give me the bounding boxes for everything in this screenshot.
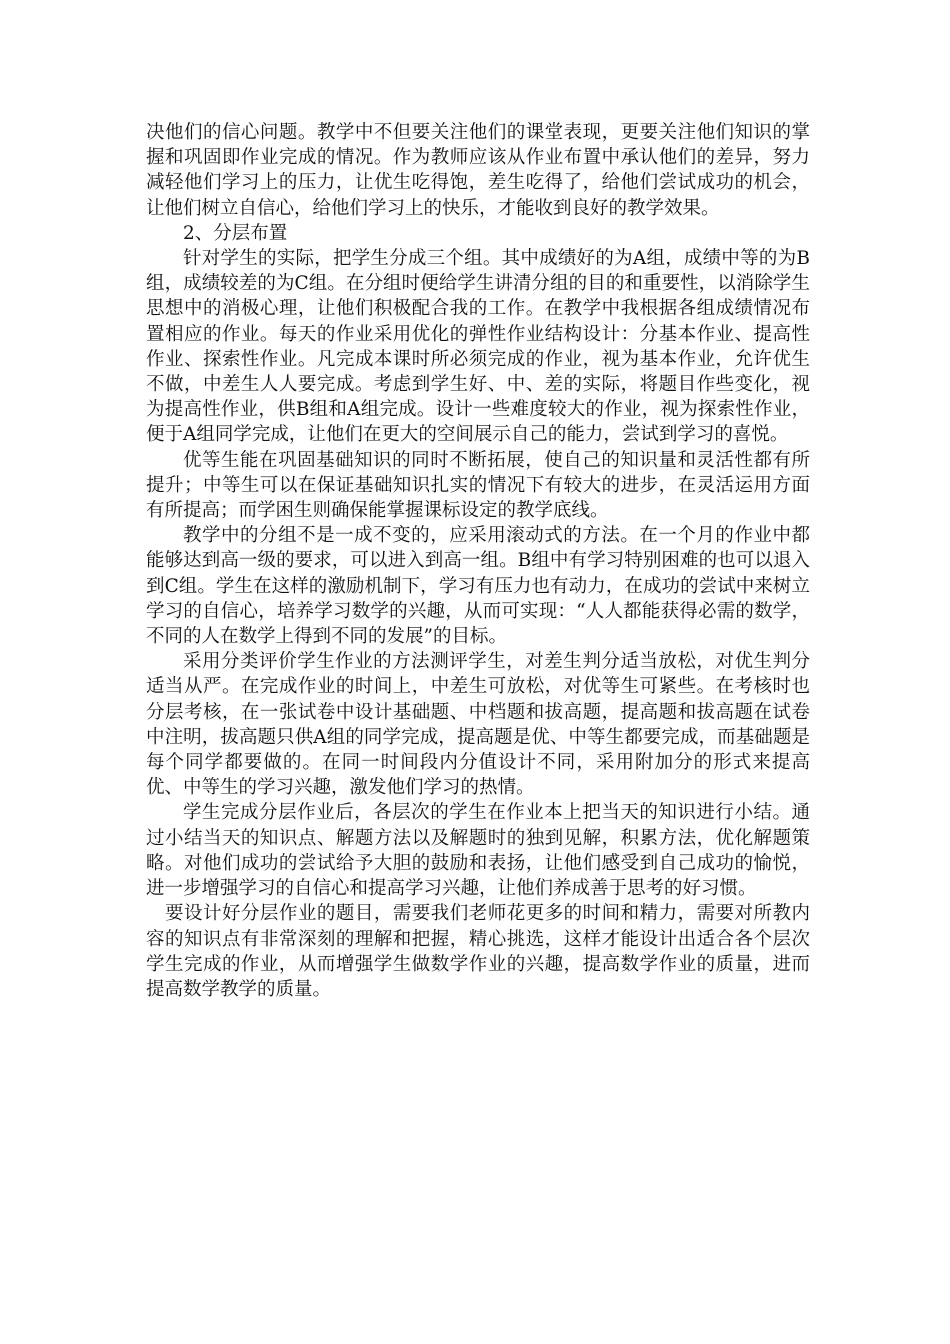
document-page [146,120,810,1002]
paragraph-grouping: 针对学生的实际，把学生分成三个组。其中成绩好的为A组，成绩中等的为B组，成绩较差的为C组。在分组时便给学生讲清分组的目的和重要性，以消除学生思想中的消极心理，让他们积极配合我的工作。在教学中我根据各组成绩情况布置相应的作业。每天的作业采用优化的弹性作业结构设计：分基本作业、提高性作业、探索性作业。凡完成本课时所必须完成的作业，视为基本作业，允许优生不做，中差生人人要完成。考虑到学生好、中、差的实际，将题目作些变化，视为提高性作业，供B组和A组完成。设计一些难度较大的作业，视为探索性作业，便于A组同学完成，让他们在更大的空间展示自己的能力，尝试到学习的喜悦。 [146,248,810,446]
section-heading: 2、分层布置 [183,222,288,244]
paragraph-summary: 学生完成分层作业后，各层次的学生在作业本上把当天的知识进行小结。通过小结当天的知识点、解题方法以及解题时的独到见解，积累方法，优化解题策略。对他们成功的尝试给予大胆的鼓励和表扬，让他们感受到自己成功的愉悦，进一步增强学习的自信心和提高学习兴趣，让他们养成善于思考的好习惯。 [146,802,810,900]
paragraph-benefits: 优等生能在巩固基础知识的同时不断拓展，使自己的知识量和灵活性都有所提升；中等生可以在保证基础知识扎实的情况下有较大的进步，在灵活运用方面有所提高；而学困生则确保能掌握课标设定的教学底线。 [146,449,810,522]
paragraph-intro: 决他们的信心问题。教学中不但要关注他们的课堂表现，更要关注他们知识的掌握和巩固即作业完成的情况。作为教师应该从作业布置中承认他们的差异，努力减轻他们学习上的压力，让优生吃得饱，差生吃得了，给他们尝试成功的机会，让他们树立自信心，给他们学习上的快乐，才能收到良好的教学效果。 [146,122,810,219]
paragraph-rolling-groups: 教学中的分组不是一成不变的，应采用滚动式的方法。在一个月的作业中都能够达到高一级的要求，可以进入到高一组。B组中有学习特别困难的也可以退入到C组。学生在这样的激励机制下，学习有压力也有动力，在成功的尝试中来树立学习的自信心，培养学习数学的兴趣，从而可实现：“人人都能获得必需的数学，不同的人在数学上得到不同的发展”的目标。 [146,525,810,648]
paragraph-evaluation: 采用分类评价学生作业的方法测评学生，对差生判分适当放松，对优生判分适当从严。在完成作业的时间上，中差生可放松，对优等生可紧些。在考核时也分层考核，在一张试卷中设计基础题、中档题和拔高题，提高题和拔高题在试卷中注明，拔高题只供A组的同学完成，提高题是优、中等生都要完成，而基础题是每个同学都要做的。在同一时间段内分值设计不同，采用附加分的形式来提高优、中等生的学习兴趣，激发他们学习的热情。 [146,651,810,799]
paragraph-conclusion: 要设计好分层作业的题目，需要我们老师花更多的时间和精力，需要对所教内容的知识点有非常深刻的理解和把握，精心挑选，这样才能设计出适合各个层次学生完成的作业，从而增强学生做数学作业的兴趣，提高数学作业的质量，进而提高数学教学的质量。 [146,903,810,1000]
